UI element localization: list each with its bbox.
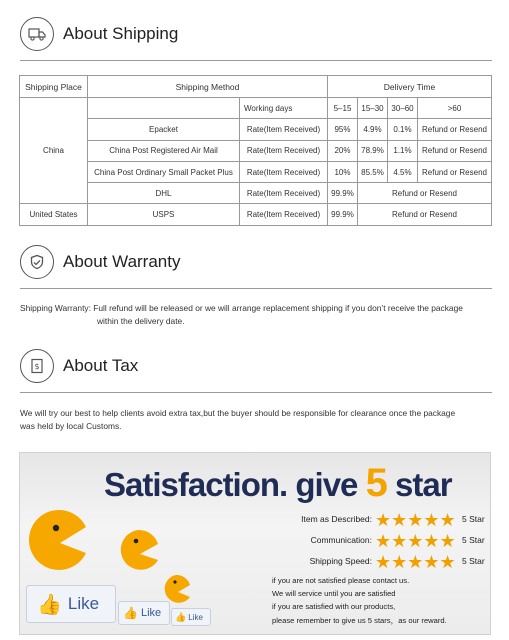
value-cell: Refund or Resend — [418, 119, 492, 140]
header-5-15: 5–15 — [328, 98, 358, 119]
rating-label: Shipping Speed: — [309, 556, 372, 566]
svg-text:$: $ — [34, 362, 40, 371]
table-row — [20, 161, 492, 182]
pacman-medium-icon — [116, 526, 162, 580]
rating-communication — [250, 532, 490, 550]
star-rating-icon: ★★★★★ — [375, 531, 456, 551]
value-cell: 10% — [328, 161, 358, 182]
header-shipping-place: Shipping Place — [20, 76, 88, 98]
header-working-days: Working days — [240, 98, 328, 119]
rate-cell: Rate(Item Received) — [240, 161, 328, 182]
warranty-label: Shipping Warranty: — [20, 303, 91, 313]
rate-cell: Rate(Item Received) — [240, 140, 328, 161]
note-line: if you are not satisfied please contact us. — [272, 576, 410, 585]
method-cell: China Post Registered Air Mail — [88, 140, 240, 161]
headline-star: star — [386, 466, 452, 503]
warranty-line-2: within the delivery date. — [97, 316, 185, 326]
note-line: if you are satisfied with our products, — [272, 602, 396, 611]
header-15-30: 15–30 — [358, 98, 388, 119]
like-label: Like — [67, 594, 100, 613]
banner-headline — [104, 461, 452, 506]
rating-value: 5 Star — [462, 514, 485, 524]
value-cell: 4.5% — [388, 161, 418, 182]
method-cell: DHL — [88, 183, 240, 204]
like-button-small[interactable] — [171, 608, 211, 626]
tax-line-2: was held by local Customs. — [20, 421, 122, 431]
value-cell: 78.9% — [358, 140, 388, 161]
value-cell: 20% — [328, 140, 358, 161]
star-rating-icon: ★★★★★ — [375, 510, 456, 530]
like-button-medium[interactable] — [118, 601, 170, 625]
warranty-line-1: Full refund will be released or we will arrange replacement shipping if you don’t receive the package — [93, 303, 463, 313]
thumbs-up-icon: 👍 — [123, 606, 138, 620]
shipping-table — [19, 75, 492, 226]
tax-line-1: We will try our best to help clients avoid extra tax,but the buyer should be responsible for clearance once the package — [20, 408, 456, 418]
thumbs-up-icon: 👍 — [175, 611, 187, 622]
value-cell: Refund or Resend — [358, 204, 492, 225]
rate-cell: Rate(Item Received) — [240, 204, 328, 225]
like-label: Like — [140, 607, 162, 619]
rating-shipping-speed — [250, 553, 490, 571]
method-cell: USPS — [88, 204, 240, 225]
rating-item-described — [250, 511, 490, 529]
value-cell: 99.9% — [328, 183, 358, 204]
note-line: please remember to give us 5 stars，as our reward. — [272, 616, 447, 625]
table-row — [20, 119, 492, 140]
value-cell: 4.9% — [358, 119, 388, 140]
method-cell: Epacket — [88, 119, 240, 140]
thumbs-up-icon: 👍 — [37, 593, 62, 616]
tax-title: About Tax — [63, 356, 139, 375]
rating-label: Item as Described: — [301, 514, 372, 524]
rate-cell: Rate(Item Received) — [240, 119, 328, 140]
warranty-section-header — [20, 243, 492, 289]
header-over-60: >60 — [418, 98, 492, 119]
value-cell: 99.9% — [328, 204, 358, 225]
value-cell: 85.5% — [358, 161, 388, 182]
place-united-states: United States — [20, 204, 88, 225]
like-label: Like — [188, 612, 203, 622]
pacman-large-icon — [26, 495, 90, 585]
rating-label: Communication: — [310, 535, 372, 545]
shipping-title: About Shipping — [63, 24, 179, 43]
method-cell: China Post Ordinary Small Packet Plus — [88, 161, 240, 182]
like-button-large[interactable] — [26, 585, 116, 623]
warranty-title: About Warranty — [63, 252, 181, 271]
truck-icon — [20, 17, 54, 51]
headline-five: 5 — [365, 461, 387, 505]
tax-text — [20, 407, 495, 433]
value-cell: Refund or Resend — [418, 140, 492, 161]
header-delivery-time: Delivery Time — [328, 76, 492, 98]
note-line: We will service until you are satisfied — [272, 589, 396, 598]
header-30-60: 30–60 — [388, 98, 418, 119]
headline-text: Satisfaction. give — [104, 466, 366, 503]
value-cell: Refund or Resend — [358, 183, 492, 204]
satisfaction-banner — [19, 452, 491, 635]
shield-icon — [20, 245, 54, 279]
table-row — [20, 204, 492, 225]
warranty-text — [20, 302, 495, 328]
place-china: China — [20, 98, 88, 204]
header-shipping-method: Shipping Method — [88, 76, 328, 98]
tax-section-header — [20, 347, 492, 393]
star-rating-icon: ★★★★★ — [375, 552, 456, 572]
value-cell: 95% — [328, 119, 358, 140]
tax-document-icon — [20, 349, 54, 383]
rating-value: 5 Star — [462, 556, 485, 566]
table-row — [20, 140, 492, 161]
value-cell: Refund or Resend — [418, 161, 492, 182]
table-row — [20, 183, 492, 204]
value-cell: 1.1% — [388, 140, 418, 161]
value-cell: 0.1% — [388, 119, 418, 140]
rate-cell: Rate(Item Received) — [240, 183, 328, 204]
shipping-section-header — [20, 15, 492, 61]
rating-value: 5 Star — [462, 535, 485, 545]
